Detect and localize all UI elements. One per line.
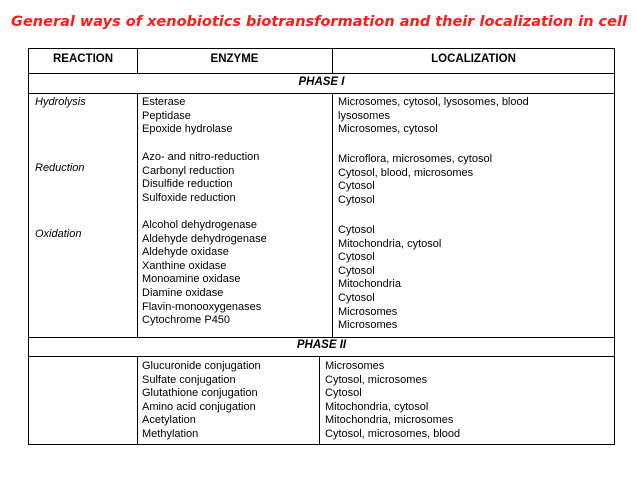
enzyme-item: Sulfate conjugation <box>142 373 236 386</box>
column-divider <box>319 356 320 445</box>
header-enzyme: ENZYME <box>210 53 259 65</box>
localization-item: Microflora, microsomes, cytosol <box>338 153 493 165</box>
enzyme-item: Diamine oxidase <box>142 287 224 299</box>
enzyme-item: Cytochrome P450 <box>142 314 231 327</box>
phase-1-label: PHASE I <box>298 76 345 88</box>
enzyme-item: Aldehyde dehydrogenase <box>142 232 267 245</box>
localization-item: Mitochondria, microsomes <box>325 414 454 427</box>
column-divider <box>332 49 333 73</box>
localization-item: Cytosol, microsomes <box>325 373 428 386</box>
localization-item: Microsomes, cytosol, lysosomes, blood <box>338 96 529 108</box>
localization-item: Cytosol <box>338 292 375 304</box>
row-divider <box>29 356 614 357</box>
localization-item: Cytosol <box>338 251 375 264</box>
header-reaction: REACTION <box>52 53 114 65</box>
enzyme-item: Epoxide hydrolase <box>142 123 233 136</box>
enzyme-item: Alcohol dehydrogenase <box>142 219 257 231</box>
localization-item: Microsomes <box>325 360 385 372</box>
localization-item: Cytosol <box>325 387 362 400</box>
localization-item: Cytosol <box>338 264 375 277</box>
enzyme-item: Amino acid conjugation <box>142 400 256 413</box>
enzyme-item: Xanthine oxidase <box>142 259 227 272</box>
reaction-hydrolysis: Hydrolysis <box>35 96 86 108</box>
enzyme-item: Aldehyde oxidase <box>142 246 229 259</box>
column-divider <box>137 356 138 445</box>
enzyme-item: Glucuronide conjugation <box>142 360 261 372</box>
localization-item: Cytosol, microsomes, blood <box>325 428 461 440</box>
page-title: General ways of xenobiotics biotransformation and their localization in cell <box>11 14 627 30</box>
enzyme-item: Peptidase <box>142 109 191 122</box>
localization-item: Microsomes, cytosol <box>338 123 438 136</box>
enzyme-item: Carbonyl reduction <box>142 164 235 177</box>
phase-2-label: PHASE II <box>296 339 347 351</box>
localization-item: Microsomes <box>338 319 398 332</box>
localization-item: Microsomes <box>338 305 398 318</box>
enzyme-item: Esterase <box>142 96 186 108</box>
enzyme-item: Flavin-monooxygenases <box>142 300 262 313</box>
row-divider <box>29 93 614 94</box>
localization-item: Cytosol, blood, microsomes <box>338 166 474 179</box>
biotransformation-table <box>28 48 615 445</box>
reaction-reduction: Reduction <box>35 162 85 174</box>
localization-item: Mitochondria, cytosol <box>338 237 442 250</box>
column-divider <box>332 93 333 337</box>
enzyme-item: Monoamine oxidase <box>142 273 241 286</box>
enzyme-item: Acetylation <box>142 414 196 427</box>
column-divider <box>137 49 138 73</box>
enzyme-item: Methylation <box>142 428 199 440</box>
header-localization: LOCALIZATION <box>431 53 516 65</box>
enzyme-item: Sulfoxide reduction <box>142 191 236 204</box>
localization-item: Cytosol <box>338 193 375 206</box>
enzyme-item: Glutathione conjugation <box>142 387 258 400</box>
row-divider <box>29 73 614 74</box>
localization-item: Mitochondria, cytosol <box>325 400 429 413</box>
row-divider <box>29 337 614 338</box>
enzyme-item: Disulfide reduction <box>142 178 233 191</box>
localization-item: lysosomes <box>338 109 390 122</box>
column-divider <box>137 93 138 337</box>
localization-item: Mitochondria <box>338 278 401 291</box>
localization-item: Cytosol <box>338 180 375 193</box>
reaction-oxidation: Oxidation <box>35 228 82 240</box>
localization-item: Cytosol <box>338 224 375 236</box>
enzyme-item: Azo- and nitro-reduction <box>142 151 260 163</box>
